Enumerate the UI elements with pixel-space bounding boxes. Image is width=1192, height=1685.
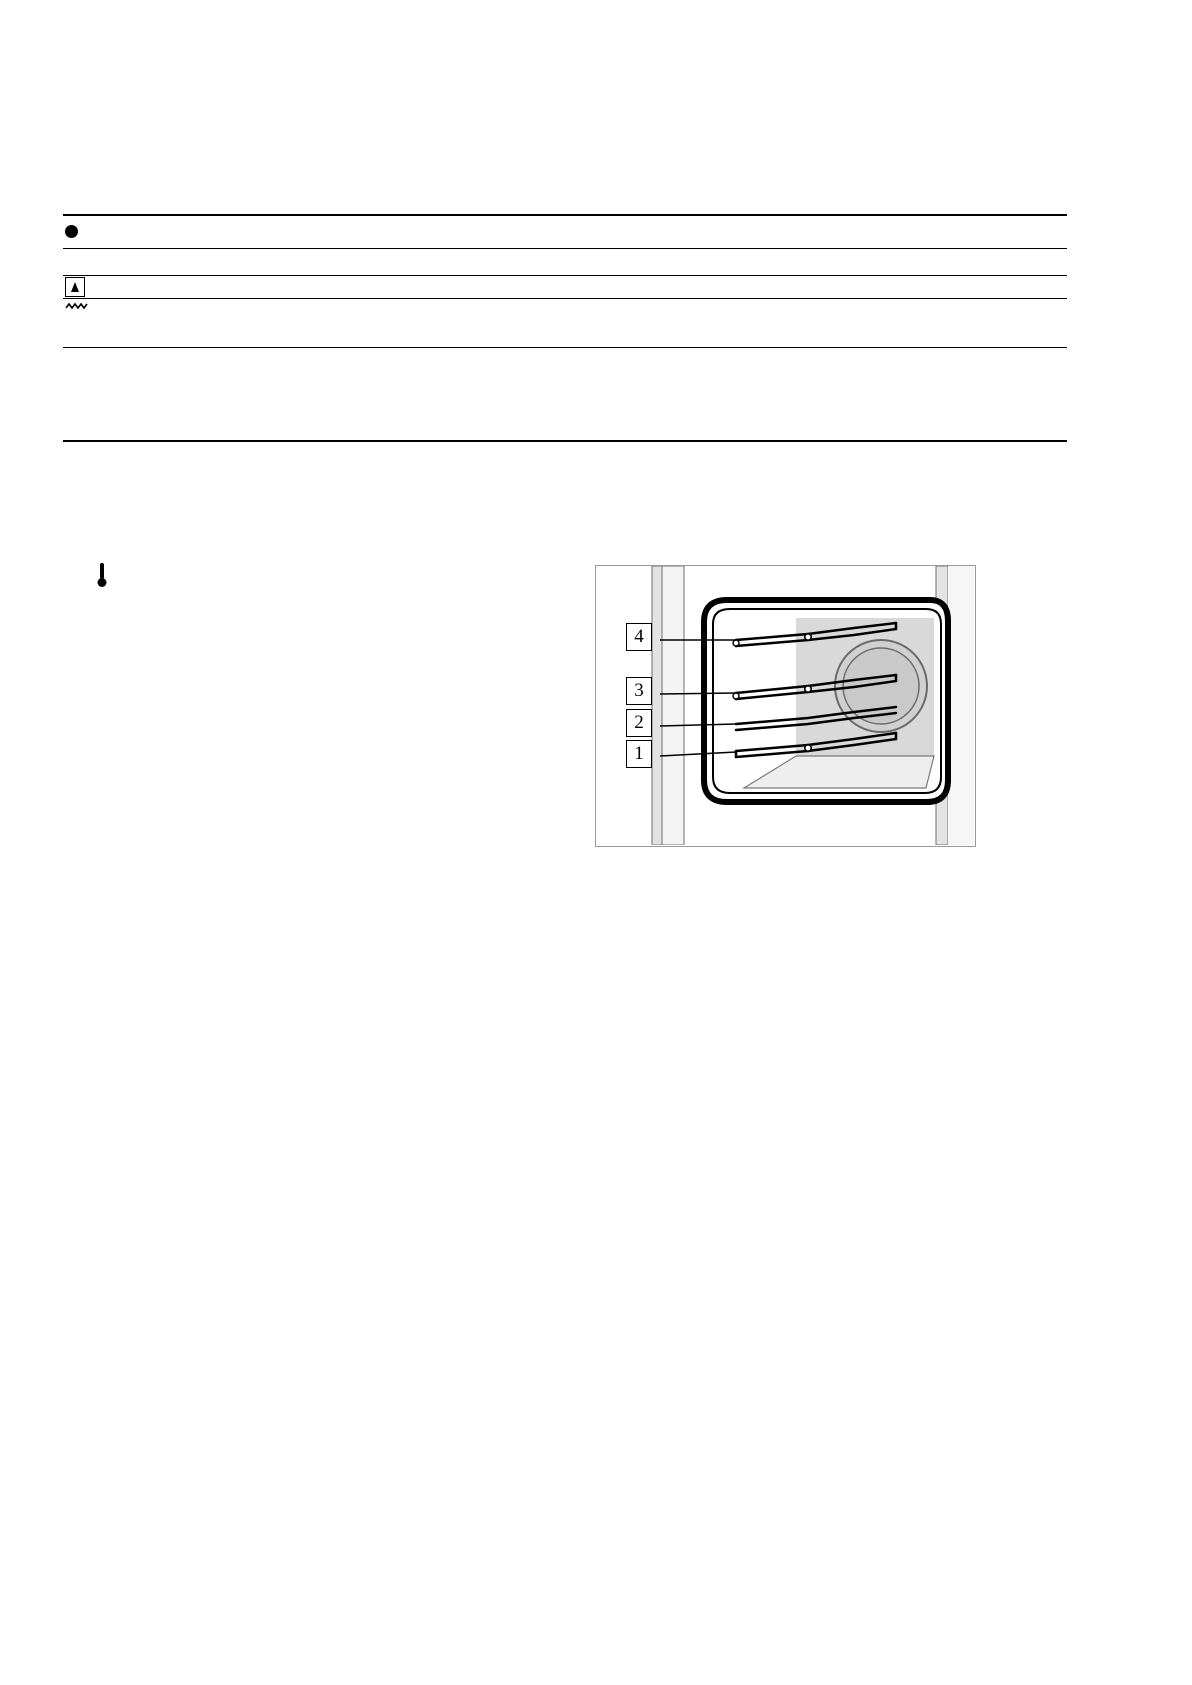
bullet-dot-icon (63, 225, 109, 238)
table-row (63, 249, 1067, 275)
table-row (63, 276, 1067, 298)
callout-4: 4 (626, 623, 652, 651)
oven-illustration (596, 566, 974, 845)
callout-3: 3 (626, 677, 652, 705)
heat-wave-icon (63, 301, 109, 311)
table-row (63, 216, 1067, 248)
spec-table (63, 214, 1067, 442)
callout-1: 1 (626, 740, 652, 768)
table-bottom-rule (63, 440, 1067, 442)
table-row (63, 348, 1067, 440)
thermometer-icon (95, 562, 109, 588)
boxed-droplet-icon (63, 277, 109, 297)
table-row (63, 299, 1067, 313)
table-gap (63, 313, 1067, 347)
callout-2: 2 (626, 709, 652, 737)
oven-shelf-levels-diagram (595, 565, 976, 847)
